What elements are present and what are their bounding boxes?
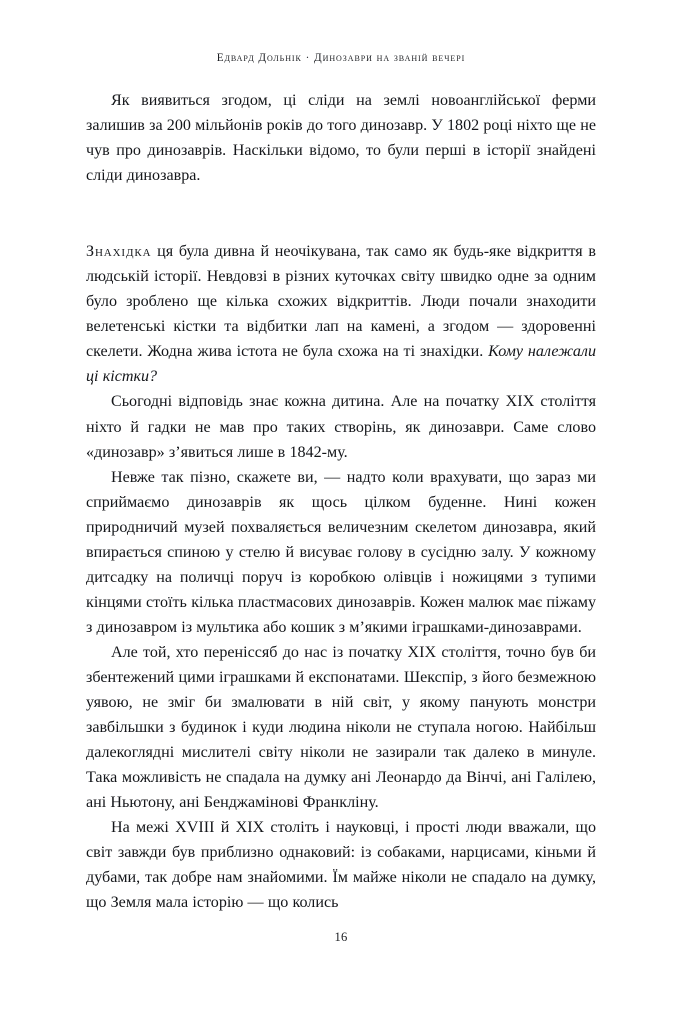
rhetorical-question: Кому належали ці кістки? [86,343,596,386]
paragraph-museums [86,465,596,640]
paragraph-discovery [86,239,596,389]
paragraph-text: Сьогодні відповідь знає кожна дитина. Але на початку XIX століття ніхто й гадки не мав про таких створінь, як динозаври. Саме слово «динозавр» з’явиться лише в 1842-му. [86,393,596,461]
section-break [86,188,596,239]
running-head: Едвард Дольнік · Динозаври на званій вечері [216,52,466,64]
paragraph-text: Але той, хто переніссяб до нас із початку XIX століття, точно був би збентежений цими іграшками й експонатами. Шекспір, з його безмежною уявою, не зміг би змалювати в ній світ, у якому панують монстри завбільшки з будинок і куди людина ніколи не ступала ногою. Найбільш далекоглядні мислителі світу ніколи не зазирали так далеко в минуле. Така можливість не спадала на думку ані Леонардо да Вінчі, ані Галілею, ані Ньютону, ані Бенджамінові Франкліну. [86,643,596,812]
paragraph-text: Як виявиться згодом, ці сліди на землі новоанглійської ферми залишив за 200 мільйонів років до того динозавр. У 1802 році ніхто ще не чув про динозаврів. Наскільки відомо, то були перші в історії знайдені сліди динозавра. [86,92,596,185]
page-number: 16 [334,930,348,944]
paragraph-text: ця була дивна й неочікувана, так само як будь-яке відкриття в людській історії. Невдовзі в різних куточках світу швидко одне за одним було зроблено ще кілька схожих відкриттів. Люди почали знаходити велетенські кістки та відбитки лап на камені, а згодом — здоровенні скелети. Жодна жива істота не була схожа на ті знахідки. [86,243,596,361]
paragraph-today [86,389,596,464]
paragraph-shakespeare [86,640,596,815]
paragraph-lead-smallcaps: Знахідка [86,243,152,261]
text-column [86,88,596,915]
paragraph-intro [86,88,596,188]
paragraph-text: На межі XVIII й XIX століть і науковці, і прості люди вважали, що світ завжди був приблизно однаковий: із собаками, нарцисами, кіньми й дубами, так добре нам знайомими. Їм майже ніколи не спадало на думку, що Земля мала історію — що колись [86,819,596,912]
paragraph-text: Невже так пізно, скажете ви, — надто коли врахувати, що зараз ми сприймаємо динозаврів як щось цілком буденне. Нині кожен природничий музей похваляється величезним скелетом динозавра, який впирається спиною у стелю й висуває голову в сусідню залу. У кожному дитсадку на поличці поруч із коробкою олівців і ножицями з тупими кінцями стоїть кілька пластмасових динозаврів. Кожен малюк має піжаму з динозавром із мультика або кошик з м’якими іграшками-динозаврами. [86,468,596,636]
paragraph-eighteenth-nineteenth [86,815,596,915]
